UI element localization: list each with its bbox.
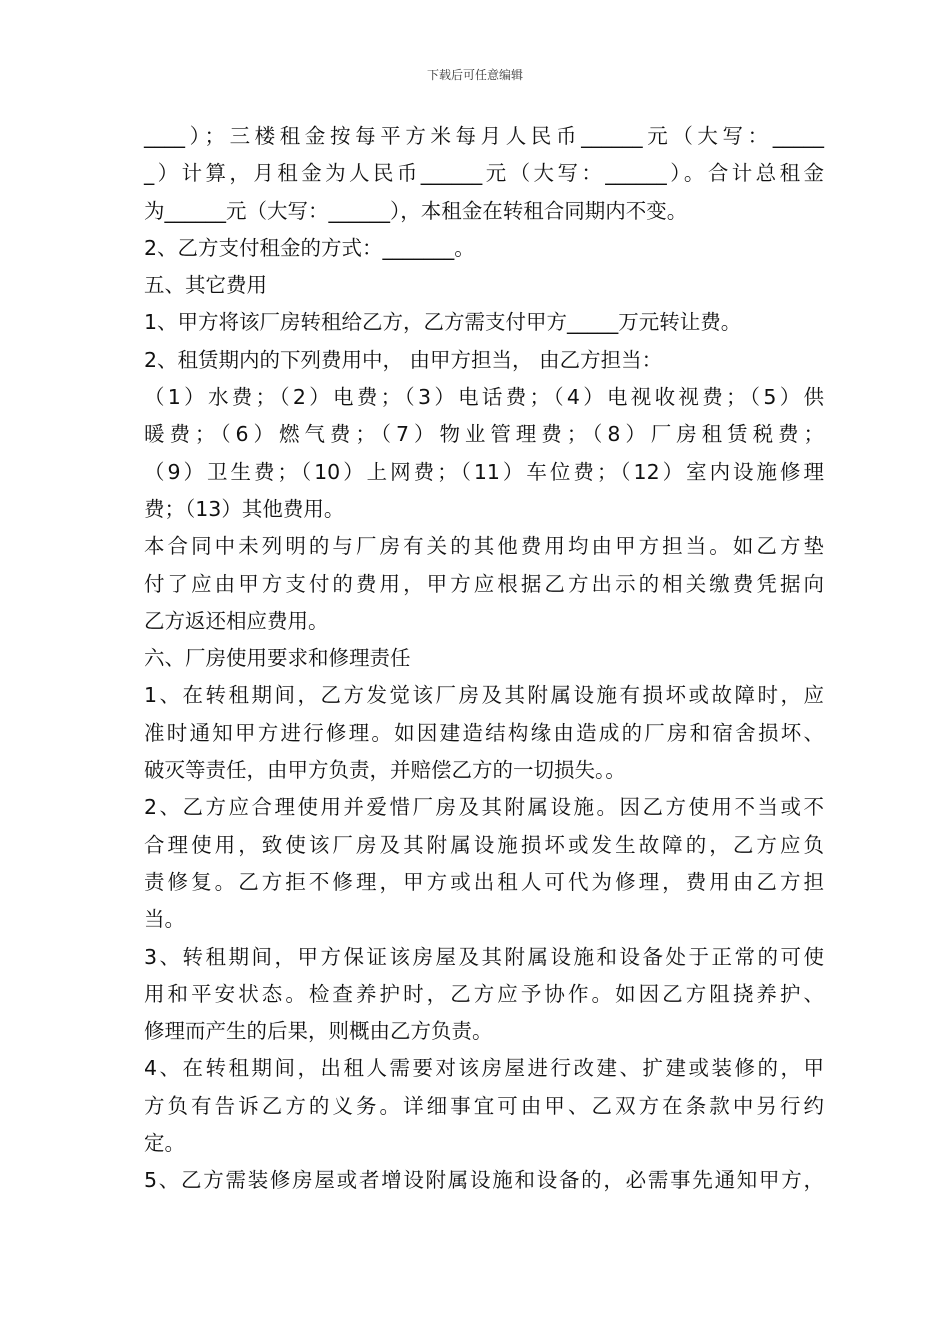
document-line: _）计算，月租金为人民币______元（大写：______）。合计总租金 (144, 161, 824, 186)
document-line: 乙方返还相应费用。 (144, 608, 329, 633)
document-body (144, 118, 824, 1200)
document-line: 5、乙方需装修房屋或者增设附属设施和设备的，必需事先通知甲方， (144, 1168, 824, 1193)
document-line: （1）水费；（2）电费；（3）电话费；（4）电视收视费；（5）供 (144, 385, 824, 410)
document-line: 费；（13）其他费用。 (144, 496, 345, 521)
document-line: ____）；三楼租金按每平方米每月人民币______元（大写：_____ (144, 124, 824, 148)
document-line: 2、乙方支付租金的方式：_______。 (144, 235, 475, 260)
document-line: 1、甲方将该厂房转租给乙方，乙方需支付甲方_____万元转让费。 (144, 310, 742, 335)
document-line: 方负有告诉乙方的义务。详细事宜可由甲、乙双方在条款中另行约 (144, 1093, 824, 1118)
document-line: 2、乙方应合理使用并爱惜厂房及其附属设施。因乙方使用不当或不 (144, 795, 824, 820)
document-line: 合理使用，致使该厂房及其附属设施损坏或发生故障的，乙方应负 (144, 832, 824, 857)
document-line: 准时通知甲方进行修理。如因建造结构缘由造成的厂房和宿舍损坏、 (144, 720, 824, 745)
document-line: 4、在转租期间，出租人需要对该房屋进行改建、扩建或装修的，甲 (144, 1056, 824, 1081)
document-line: 五、其它费用 (144, 273, 267, 298)
document-line: 本合同中未列明的与厂房有关的其他费用均由甲方担当。如乙方垫 (144, 534, 824, 559)
page-header: 下载后可任意编辑 (426, 68, 523, 82)
document-line: 修理而产生的后果，则概由乙方负责。 (144, 1019, 493, 1044)
document-line: （9）卫生费；（10）上网费；（11）车位费；（12）室内设施修理 (144, 459, 824, 484)
document-line: 为______元（大写：______），本租金在转租合同期内不变。 (144, 198, 688, 223)
document-line: 1、在转租期间，乙方发觉该厂房及其附属设施有损坏或故障时，应 (144, 683, 824, 708)
document-line: 暖费；（6）燃气费；（7）物业管理费；（8）厂房租赁税费； (144, 422, 824, 447)
document-line: 用和平安状态。检查养护时，乙方应予协作。如因乙方阻挠养护、 (144, 981, 824, 1006)
document-line: 当。 (144, 907, 185, 932)
document-line: 六、厂房使用要求和修理责任 (144, 646, 411, 671)
document-line: 破灭等责任，由甲方负责，并赔偿乙方的一切损失。。 (144, 758, 626, 783)
document-line: 付了应由甲方支付的费用，甲方应根据乙方出示的相关缴费凭据向 (144, 571, 824, 596)
document-line: 2、租赁期内的下列费用中， 由甲方担当， 由乙方担当： (144, 347, 663, 372)
document-line: 定。 (144, 1131, 185, 1156)
document-line: 3、转租期间，甲方保证该房屋及其附属设施和设备处于正常的可使 (144, 944, 824, 969)
document-line: 责修复。乙方拒不修理，甲方或出租人可代为修理，费用由乙方担 (144, 869, 824, 894)
